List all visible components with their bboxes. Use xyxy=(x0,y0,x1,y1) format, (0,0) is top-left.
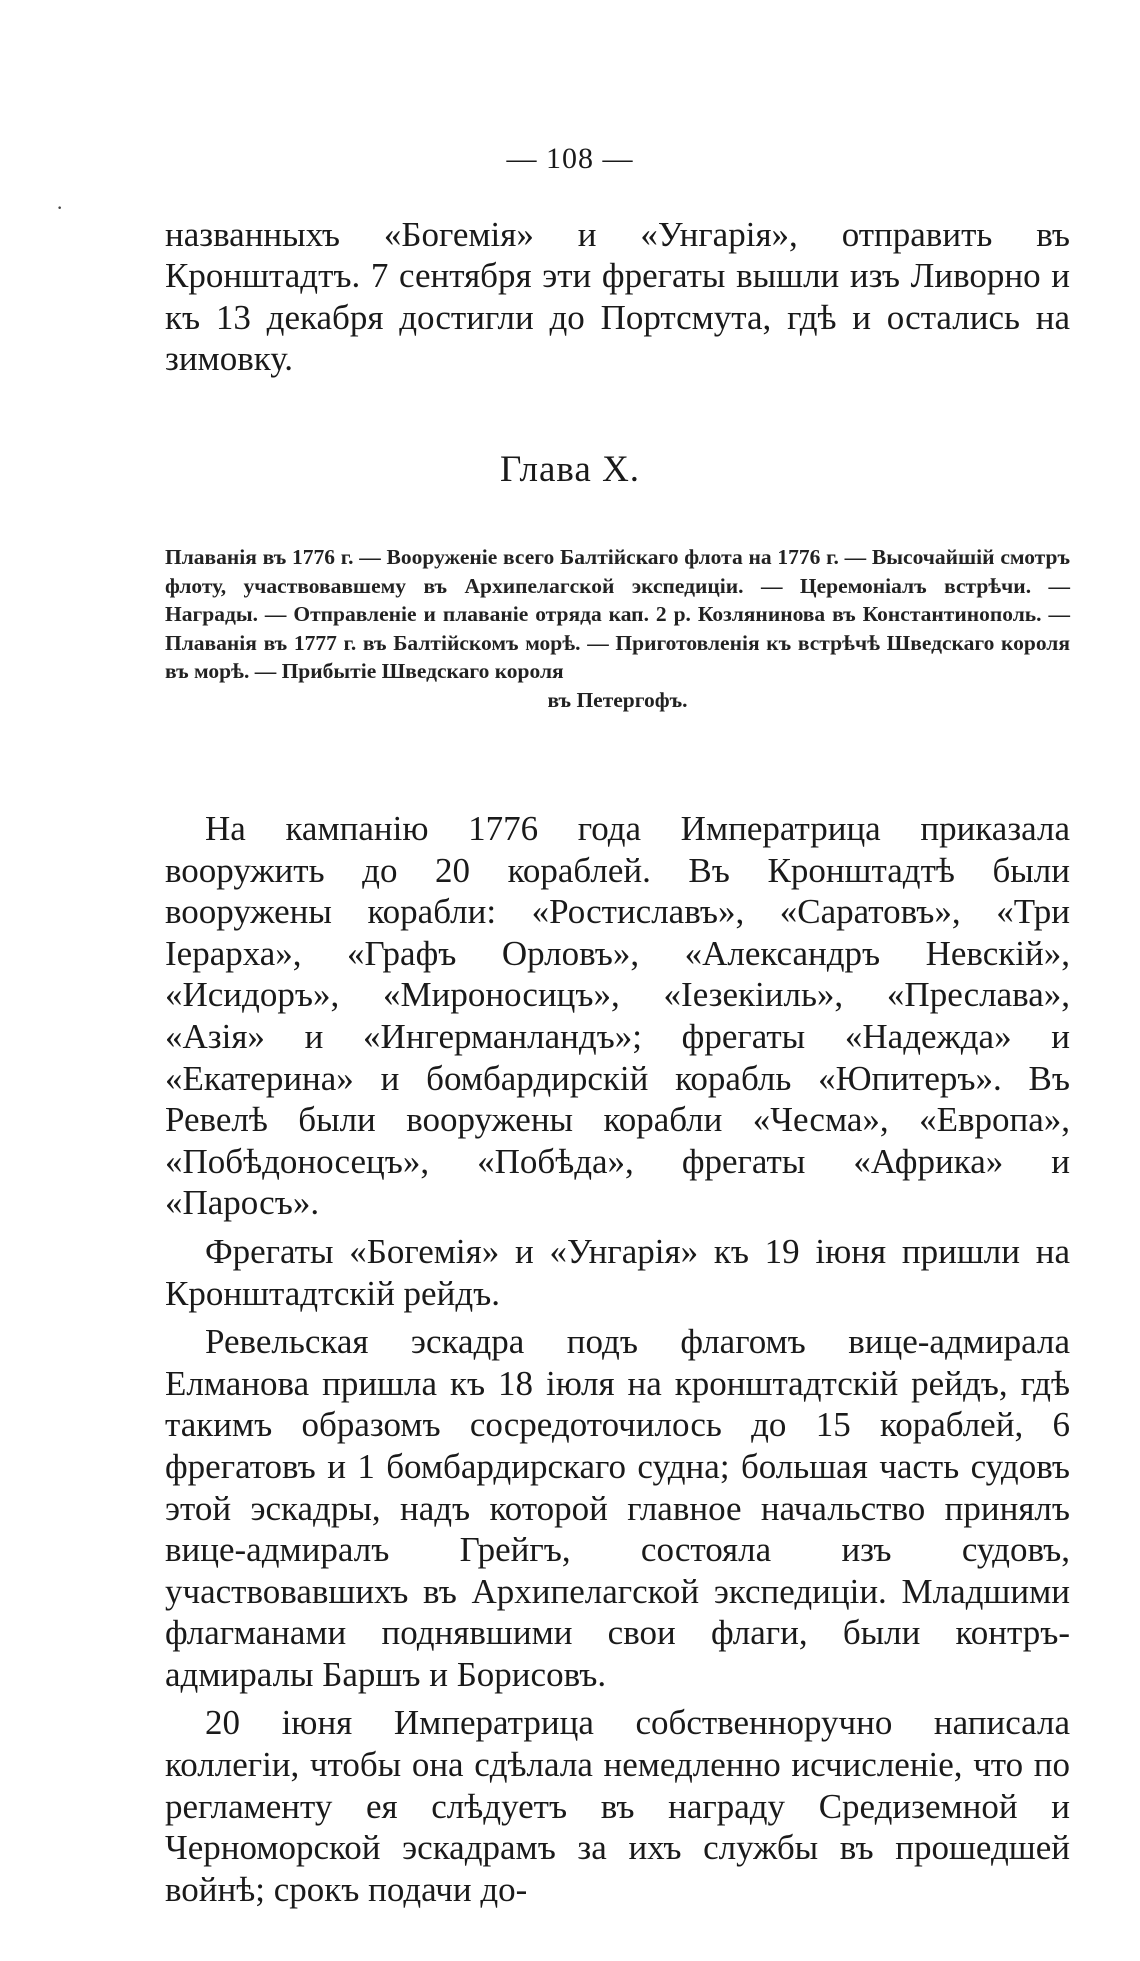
chapter-summary-text: Плаванія въ 1776 г. — Вооруженіе всего Балтійскаго флота на 1776 г. — Высочайшій смотръ флоту, участвовавшему въ Архипелагской экспедиціи. — Церемоніалъ встрѣчи. — Награды. — Отправленіе и плаваніе отряда кап. 2 р. Козлянинова въ Константинополь. — Плаванія въ 1777 г. въ Балтійскомъ морѣ. — Приготовленія къ встрѣчѣ Шведскаго короля въ морѣ. — Прибытіе Шведскаго короля xyxy=(165,545,1070,684)
intro-paragraph xyxy=(165,214,1070,380)
chapter-title: Глава X. xyxy=(499,449,641,490)
intro-text: названныхъ «Богемія» и «Унгарія», отправить въ Кронштадтъ. 7 сентября эти фрегаты вышли изъ Ливорно и къ 13 декабря достигли до Портсмута, гдѣ и остались на зимовку. xyxy=(165,215,1070,379)
chapter-summary xyxy=(165,543,1070,715)
body-paragraph: Ревельская эскадра подъ флагомъ вице-адмирала Елманова пришла къ 18 іюля на кронштадтскій рейдъ, гдѣ такимъ образомъ сосредоточилось до 15 кораблей, 6 фрегатовъ и 1 бомбардирскаго судна; большая часть судовъ этой эскадры, надъ которой главное начальство принялъ вице-адмиралъ Грейгъ, состояла изъ судовъ, участвовавшихъ въ Архипелагской экспедиціи. Младшими флагманами поднявшими свои флаги, были контръ-адмиралы Баршъ и Борисовъ. xyxy=(165,1322,1070,1694)
body-text xyxy=(165,808,1070,1910)
body-paragraph: 20 іюня Императрица собственноручно написала коллегіи, чтобы она сдѣлала немедленно исчисленіе, что по регламенту ея слѣдуетъ въ награду Средиземной и Черноморской эскадрамъ за ихъ службы въ прошедшей войнѣ; срокъ подачи до- xyxy=(165,1703,1070,1909)
chapter-summary-last-line: въ Петергофъ. xyxy=(547,687,688,712)
body-paragraph: На кампанію 1776 года Императрица приказала вооружить до 20 кораблей. Въ Кронштадтѣ были вооружены корабли: «Ростиславъ», «Саратовъ», «Три Іерарха», «Графъ Орловъ», «Александръ Невскій», «Исидоръ», «Мироносицъ», «Іезекіиль», «Преслава», «Азія» и «Ингерманландъ»; фрегаты «Надежда» и «Екатерина» и бомбардирскій корабль «Юпитеръ». Въ Ревелѣ были вооружены корабли «Чесма», «Европа», «Побѣдоносецъ», «Побѣда», фрегаты «Африка» и «Паросъ». xyxy=(165,809,1070,1223)
page-number: — 108 — xyxy=(506,142,634,175)
body-paragraph: Фрегаты «Богемія» и «Унгарія» къ 19 іюня пришли на Кронштадтскій рейдъ. xyxy=(165,1231,1070,1313)
stray-mark: · xyxy=(56,195,64,220)
